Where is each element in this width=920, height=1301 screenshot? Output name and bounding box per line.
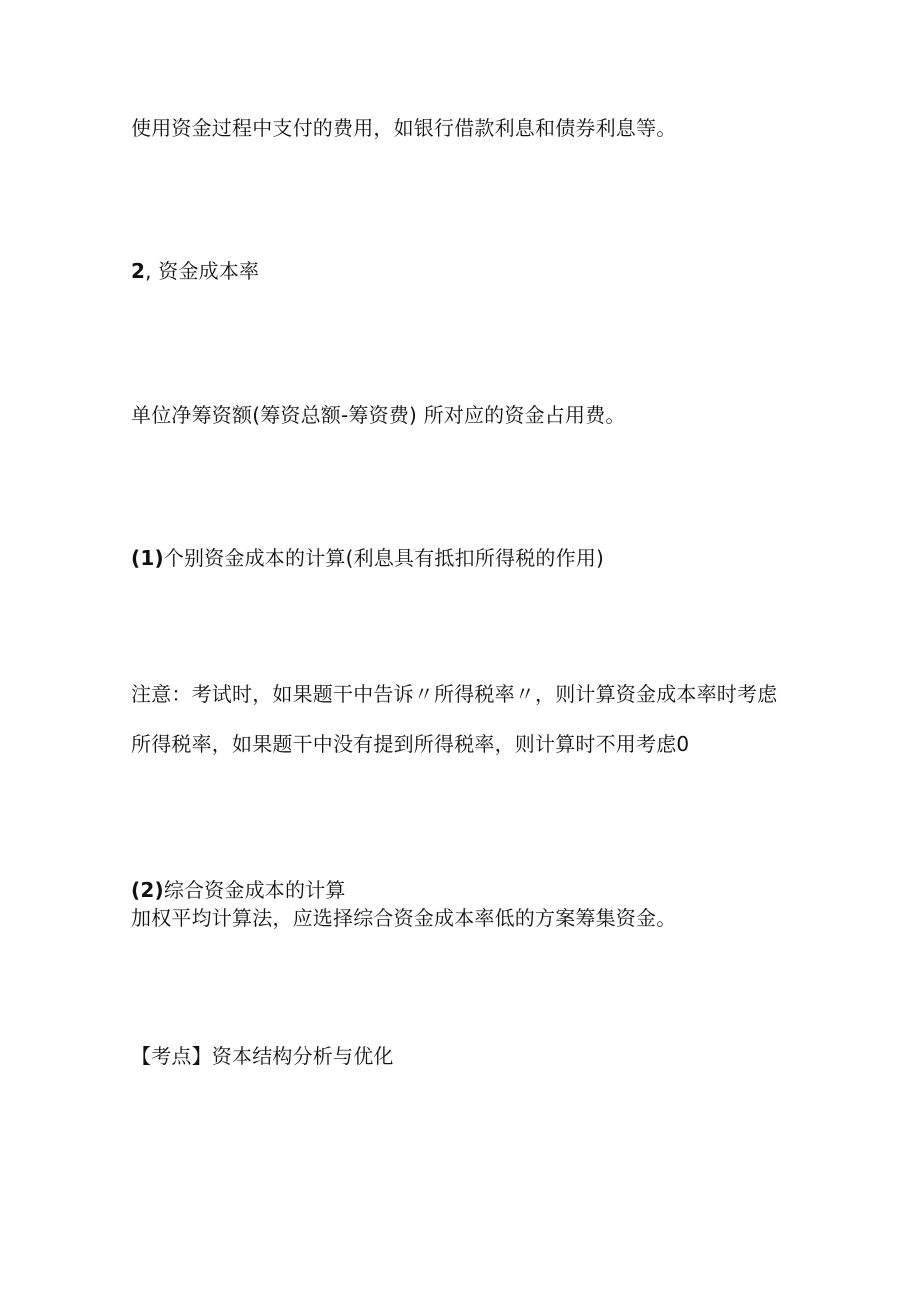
paragraph-unit-net-financing: 单位净筹资额(筹资总额-筹资费) 所对应的资金占用费。 — [131, 403, 626, 427]
paragraph-cost-usage: 使用资金过程中支付的费用，如银行借款利息和债券利息等。 — [131, 116, 677, 140]
item-text: 个别资金成本的计算(利息具有抵扣所得税的作用) — [163, 546, 605, 570]
item-number: (1) — [131, 546, 164, 570]
section-heading-cost-rate — [131, 258, 259, 284]
item-composite-cost — [131, 877, 346, 903]
section-number: 2 — [131, 259, 146, 283]
item-number: (2) — [131, 878, 164, 902]
note-line-2: 所得税率，如果题干中没有提到所得税率，则计算时不用考虑0 — [131, 732, 690, 756]
paragraph-weighted-average: 加权平均计算法，应选择综合资金成本率低的方案筹集资金。 — [131, 906, 677, 930]
section-title: , 资金成本率 — [145, 259, 260, 283]
topic-heading: 【考点】资本结构分析与优化 — [131, 1044, 394, 1068]
item-individual-cost — [131, 545, 604, 571]
item-text: 综合资金成本的计算 — [163, 878, 346, 902]
note-line-1: 注意：考试时，如果题干中告诉〃所得税率〃，则计算资金成本率时考虑 — [131, 682, 778, 706]
